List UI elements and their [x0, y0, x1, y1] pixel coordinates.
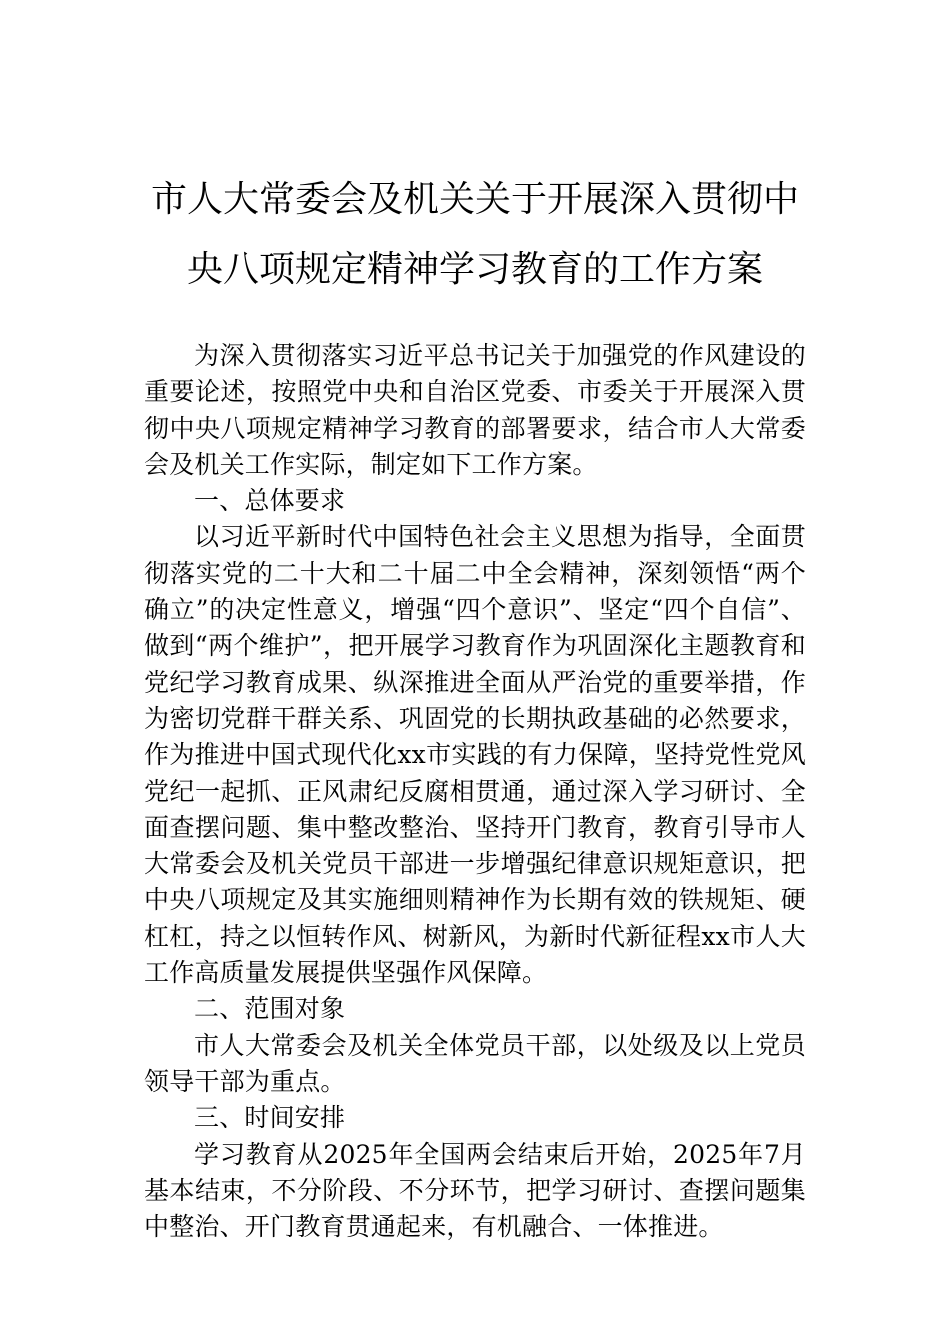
- schedule-paragraph: 学习教育从2025年全国两会结束后开始，2025年7月基本结束，不分阶段、不分环节，把学习研讨、查摆问题集中整治、开门教育贯通起来，有机融合、一体推进。: [144, 1139, 806, 1242]
- document-title-line-2: 央八项规定精神学习教育的工作方案: [186, 249, 763, 290]
- section-heading-general-requirements: 一、总体要求: [194, 486, 346, 516]
- section-heading-scope: 二、范围对象: [194, 994, 346, 1024]
- section-heading-schedule: 三、时间安排: [194, 1103, 346, 1133]
- scope-paragraph: 市人大常委会及机关全体党员干部，以处级及以上党员领导干部为重点。: [144, 1030, 806, 1096]
- general-requirements-paragraph: 以习近平新时代中国特色社会主义思想为指导，全面贯彻落实党的二十大和二十届二中全会精神，深刻领悟“两个确立”的决定性意义，增强“四个意识”、坚定“四个自信”、做到“两个维护”，把开展学习教育作为巩固深化主题教育和党纪学习教育成果、纵深推进全面从严治党的重要举措，作为密切党群干群关系、巩固党的长期执政基础的必然要求，作为推进中国式现代化xx市实践的有力保障，坚持党性党风党纪一起抓、正风肃纪反腐相贯通，通过深入学习研讨、全面查摆问题、集中整改整治、坚持开门教育，教育引导市人大常委会及机关党员干部进一步增强纪律意识规矩意识，把中央八项规定及其实施细则精神作为长期有效的铁规矩、硬杠杠，持之以恒转作风、树新风，为新时代新征程xx市人大工作高质量发展提供坚强作风保障。: [144, 522, 806, 988]
- document-title-line-1: 市人大常委会及机关关于开展深入贯彻中: [150, 179, 799, 220]
- intro-paragraph: 为深入贯彻落实习近平总书记关于加强党的作风建设的重要论述，按照党中央和自治区党委、市委关于开展深入贯彻中央八项规定精神学习教育的部署要求，结合市人大常委会及机关工作实际，制定如下工作方案。: [144, 341, 806, 479]
- document-body: [144, 338, 806, 1245]
